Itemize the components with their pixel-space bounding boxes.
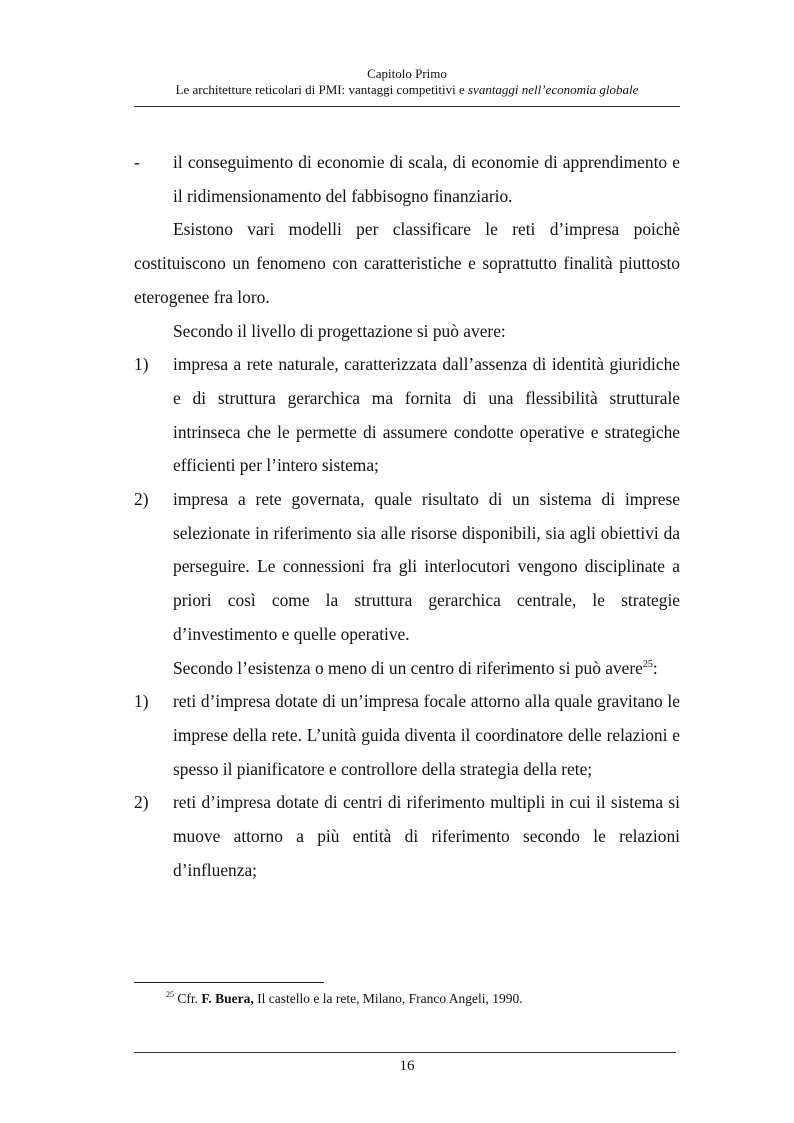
numbered-list <box>134 685 680 887</box>
footnote-reference[interactable]: 25 <box>642 658 653 670</box>
paragraph: Secondo il livello di progettazione si può avere: <box>173 320 506 341</box>
list-number: 2) <box>134 792 149 813</box>
subtitle-plain: Le architetture reticolari di PMI: vantaggi competitivi e <box>175 82 468 97</box>
header-divider <box>134 106 680 107</box>
footnote: $^{25}$ Cfr. F. Buera, Il castello e la rete, Milano, Franco Angeli, 1990. <box>166 990 523 1006</box>
footer-divider <box>134 1052 676 1053</box>
chapter-subtitle <box>134 82 680 98</box>
paragraph: Secondo l’esistenza o meno di un centro di riferimento si può avere$^{25}$: <box>173 657 658 678</box>
running-header <box>134 66 680 98</box>
dash-list-item <box>134 146 680 213</box>
subtitle-italic: svantaggi nell’economia globale <box>467 82 639 97</box>
list-item <box>134 786 680 887</box>
body-text <box>134 146 680 887</box>
footnote-author: F. Buera, <box>201 991 254 1006</box>
list-item-text: impresa a rete naturale, caratterizzata dall’assenza di identità giuridiche e di struttura gerarchica ma fornita di una flessibilità strutturale intrinseca che le permette di assumere condotte operative e strategiche efficienti per l’intero sistema; <box>173 354 680 476</box>
dash-item-text: il conseguimento di economie di scala, di economie di apprendimento e il ridimensionamento del fabbisogno finanziario. <box>173 152 680 206</box>
list-item <box>134 685 680 786</box>
list-item-text: reti d’impresa dotate di un’impresa focale attorno alla quale gravitano le imprese della rete. L’unità guida diventa il coordinatore delle relazioni e spesso il pianificatore e controllore della strategia della rete; <box>173 691 680 779</box>
list-item-text: reti d’impresa dotate di centri di riferimento multipli in cui il sistema si muove attorno a più entità di riferimento secondo le relazioni d’influenza; <box>173 792 680 880</box>
list-item <box>134 348 680 483</box>
chapter-title: Capitolo Primo <box>367 66 447 81</box>
list-item <box>134 483 680 652</box>
paragraph-text: Secondo l’esistenza o meno di un centro di riferimento si può avere <box>173 657 643 678</box>
list-number: 1) <box>134 354 149 375</box>
list-item-text: impresa a rete governata, quale risultato di un sistema di imprese selezionate in riferimento sia alle risorse disponibili, sia agli obiettivi da perseguire. Le connessioni fra gli interlocutori vengono disciplinate a priori così come la struttura gerarchica centrale, le strategie d’investimento e quelle operative. <box>173 489 680 644</box>
list-number: 1) <box>134 691 149 712</box>
list-number: 2) <box>134 489 149 510</box>
dash-marker: - <box>134 152 140 172</box>
footnote-divider <box>134 982 324 983</box>
footnote-number: 25 <box>166 990 174 999</box>
page-number: 16 <box>399 1058 415 1074</box>
footnote-citation: Il castello e la rete, Milano, Franco Angeli, 1990. <box>253 991 523 1006</box>
paragraph: Esistono vari modelli per classificare le reti d’impresa poichè costituiscono un fenomeno con caratteristiche e soprattutto finalità piuttosto eterogenee fra loro. <box>134 219 680 307</box>
numbered-list <box>134 348 680 651</box>
